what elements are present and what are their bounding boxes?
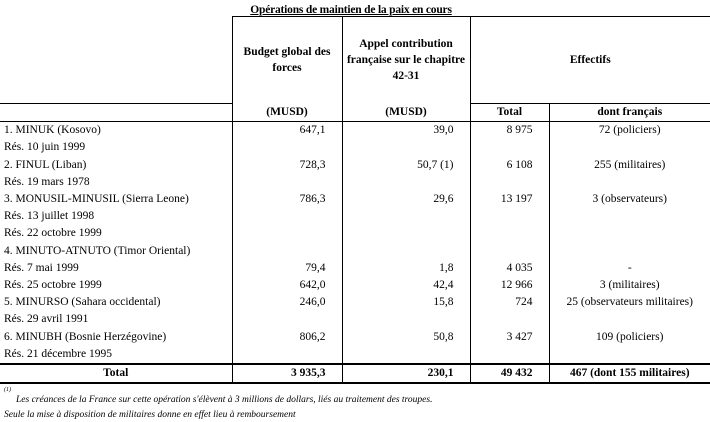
- row-total: 13 197: [470, 191, 549, 208]
- row-budget: 642,0: [232, 277, 342, 294]
- row-label: 4. MINUTO-ATNUTO (Timor Oriental): [4, 244, 191, 257]
- table-row: [0, 346, 710, 364]
- row-label: Rés. 19 mars 1978: [4, 175, 90, 188]
- row-label: 2. FINUL (Liban): [4, 158, 87, 171]
- row-label: Rés. 22 octobre 1999: [4, 227, 102, 240]
- header-total: Total: [470, 104, 549, 122]
- row-appel: 39,0: [342, 122, 470, 140]
- header-appel: Appel contribution française sur le chapitre 42-31: [342, 17, 470, 104]
- row-appel: [342, 225, 470, 242]
- row-appel: [342, 243, 470, 260]
- row-total: 6 108: [470, 157, 549, 174]
- row-budget: [232, 346, 342, 364]
- row-budget: [232, 311, 342, 328]
- row-appel: 50,7 (1): [342, 157, 470, 174]
- row-dont-francais: 72 (policiers): [549, 122, 710, 140]
- row-total: [470, 139, 549, 156]
- table-row: [0, 277, 710, 294]
- row-dont-francais: [549, 346, 710, 364]
- footnote-1: Les créances de la France sur cette opération s'élèvent à 3 millions de dollars, liés au traitement des troupes.: [16, 395, 433, 405]
- header-unit-budget: (MUSD): [232, 104, 342, 122]
- row-dont-francais: [549, 243, 710, 260]
- row-dont-francais: [549, 174, 710, 191]
- table-row: [0, 191, 710, 208]
- row-dont-francais: [549, 208, 710, 225]
- table-body: [0, 122, 710, 364]
- row-budget: 806,2: [232, 329, 342, 346]
- header-budget: Budget global des forces: [232, 17, 342, 104]
- table-row: [0, 139, 710, 156]
- total-effectifs: 49 432: [470, 364, 549, 383]
- row-total: [470, 243, 549, 260]
- table-row: [0, 225, 710, 242]
- row-budget: [232, 139, 342, 156]
- header-row: [0, 17, 710, 104]
- row-label: Rés. 13 juillet 1998: [4, 210, 95, 223]
- row-budget: [232, 225, 342, 242]
- row-budget: [232, 174, 342, 191]
- row-budget: 79,4: [232, 260, 342, 277]
- table-row: [0, 157, 710, 174]
- row-label: 3. MONUSIL-MINUSIL (Sierra Leone): [4, 193, 189, 206]
- row-label: Rés. 25 octobre 1999: [4, 279, 102, 292]
- table-row: [0, 260, 710, 277]
- row-appel: 42,4: [342, 277, 470, 294]
- row-dont-francais: 3 (militaires): [549, 277, 710, 294]
- footnote-2: Seule la mise à disposition de militaires donne en effet lieu à remboursement: [4, 410, 296, 420]
- row-budget: 728,3: [232, 157, 342, 174]
- row-dont-francais: [549, 225, 710, 242]
- header-dont-francais: dont français: [549, 104, 710, 122]
- table-row: [0, 294, 710, 311]
- row-dont-francais: 109 (policiers): [549, 329, 710, 346]
- row-appel: [342, 311, 470, 328]
- row-appel: 15,8: [342, 294, 470, 311]
- total-dont-francais: 467 (dont 155 militaires): [549, 364, 710, 383]
- header-effectifs: Effectifs: [470, 17, 710, 104]
- row-budget: 647,1: [232, 122, 342, 140]
- total-budget: 3 935,3: [232, 364, 342, 383]
- row-appel: [342, 346, 470, 364]
- row-appel: 29,6: [342, 191, 470, 208]
- row-total: [470, 208, 549, 225]
- row-appel: [342, 174, 470, 191]
- row-appel: 50,8: [342, 329, 470, 346]
- row-total: 8 975: [470, 122, 549, 140]
- row-label: 5. MINURSO (Sahara occidental): [4, 296, 161, 309]
- row-budget: 246,0: [232, 294, 342, 311]
- row-total: 4 035: [470, 260, 549, 277]
- row-appel: [342, 139, 470, 156]
- peacekeeping-table: [0, 16, 710, 384]
- table-row: [0, 122, 710, 140]
- table-title: Opérations de maintien de la paix en cours: [250, 4, 452, 16]
- row-label: Rés. 21 décembre 1995: [4, 347, 112, 360]
- row-dont-francais: 255 (militaires): [549, 157, 710, 174]
- row-total: 12 966: [470, 277, 549, 294]
- table-row: [0, 329, 710, 346]
- row-appel: [342, 208, 470, 225]
- row-dont-francais: 25 (observateurs militaires): [549, 294, 710, 311]
- row-budget: 786,3: [232, 191, 342, 208]
- row-dont-francais: [549, 139, 710, 156]
- row-label: Rés. 7 mai 1999: [4, 261, 79, 274]
- table-row: [0, 311, 710, 328]
- row-budget: [232, 243, 342, 260]
- footnote-marker: (1): [4, 387, 11, 393]
- header-unit-row: [0, 104, 710, 122]
- header-blank: [0, 17, 232, 104]
- row-label: 1. MINUK (Kosovo): [4, 124, 101, 137]
- total-row: [0, 364, 710, 383]
- row-dont-francais: 3 (observateurs): [549, 191, 710, 208]
- row-label: Rés. 10 juin 1999: [4, 141, 86, 154]
- row-total: 3 427: [470, 329, 549, 346]
- row-total: [470, 225, 549, 242]
- header-unit-appel: (MUSD): [342, 104, 470, 122]
- table-row: [0, 174, 710, 191]
- row-appel: 1,8: [342, 260, 470, 277]
- total-appel: 230,1: [342, 364, 470, 383]
- row-label: 6. MINUBH (Bosnie Herzégovine): [4, 330, 167, 343]
- table-row: [0, 243, 710, 260]
- row-budget: [232, 208, 342, 225]
- row-dont-francais: -: [549, 260, 710, 277]
- row-total: [470, 346, 549, 364]
- header-unit-blank: [0, 104, 232, 122]
- row-total: [470, 174, 549, 191]
- table-row: [0, 208, 710, 225]
- row-total: 724: [470, 294, 549, 311]
- total-label: Total: [0, 364, 232, 383]
- row-label: Rés. 29 avril 1991: [4, 313, 89, 326]
- row-total: [470, 311, 549, 328]
- row-dont-francais: [549, 311, 710, 328]
